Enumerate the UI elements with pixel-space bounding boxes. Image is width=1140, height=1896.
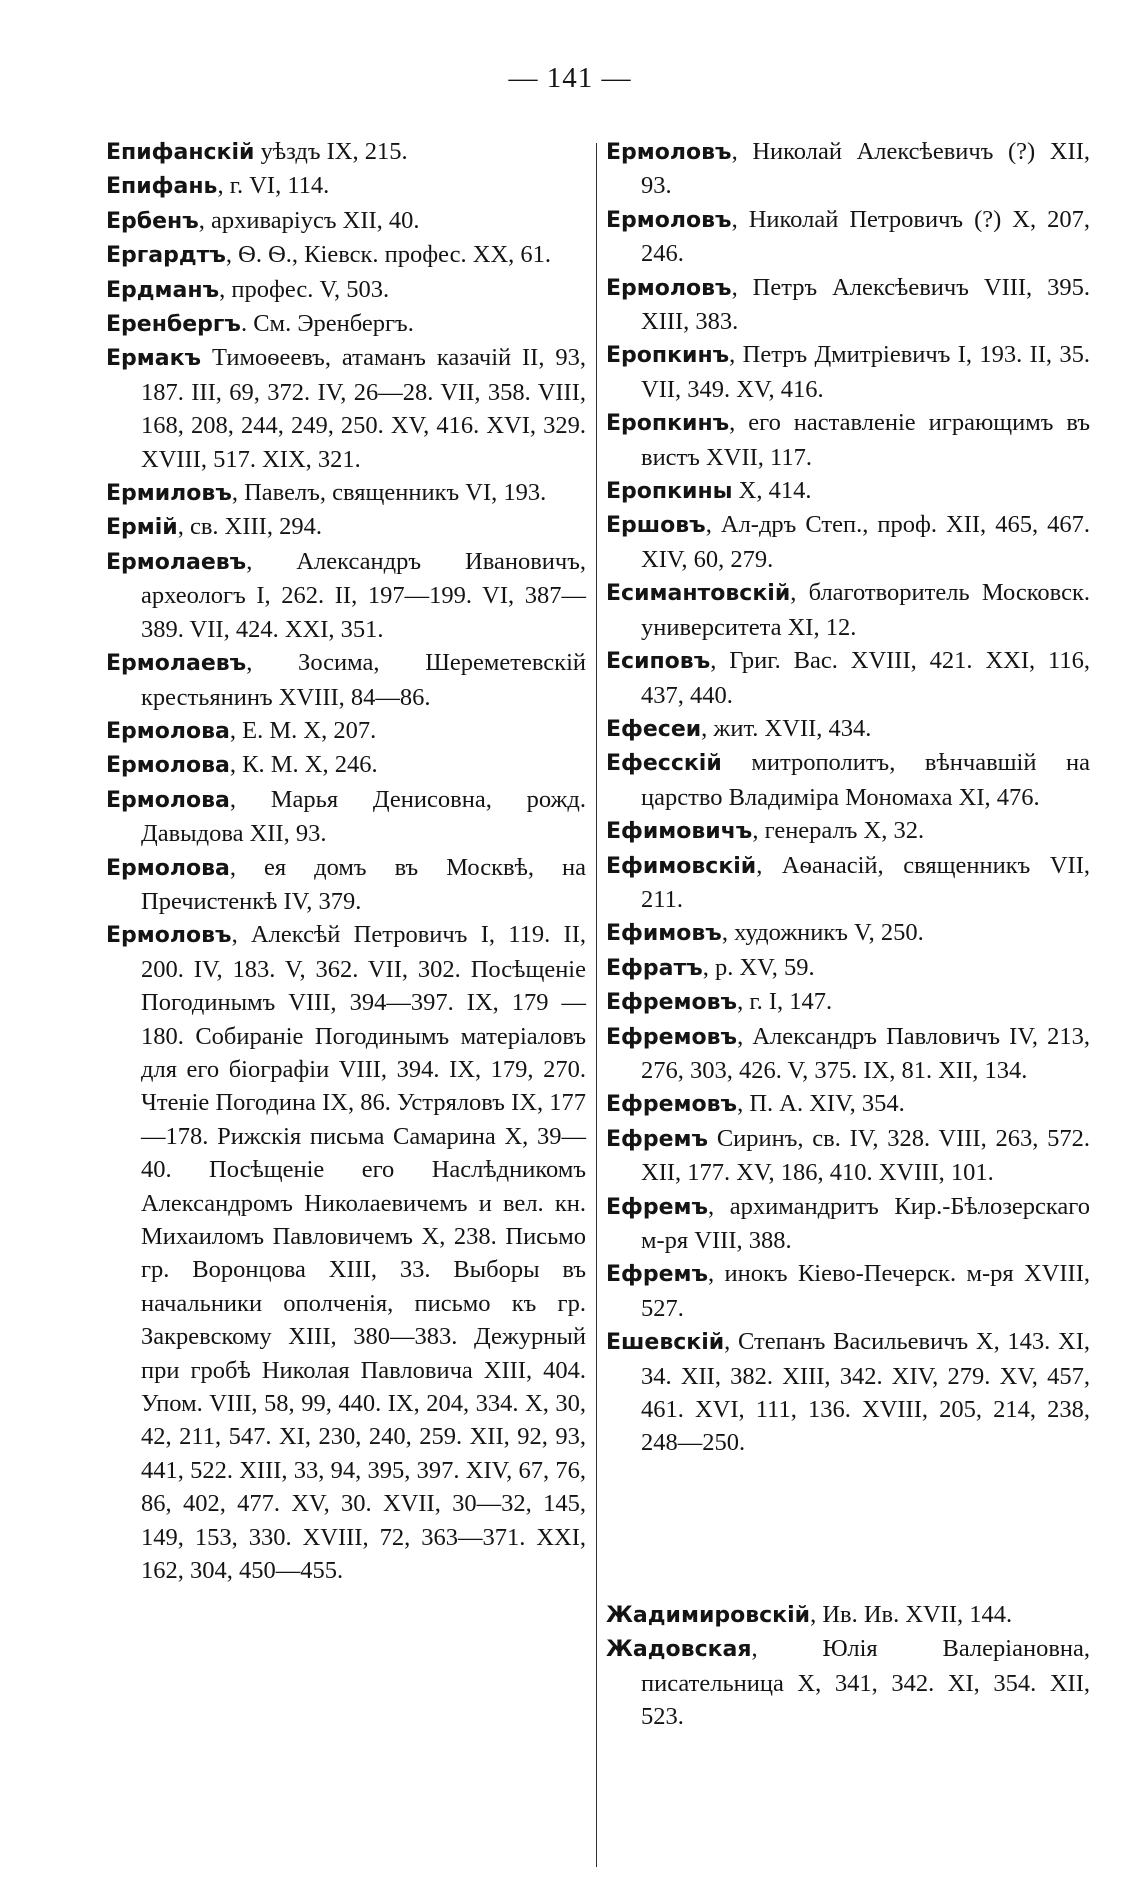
- section-gap: [606, 1460, 1090, 1598]
- entry-references: , инокъ Кіево-Печерск. м-ря XVIII, 527.: [641, 1260, 1090, 1322]
- entry-headword: Ефимовскій: [606, 853, 757, 879]
- index-entry: [106, 476, 586, 510]
- entry-headword: Ефимовичъ: [606, 819, 753, 845]
- index-entry: [606, 135, 1090, 203]
- entry-headword: Ермоловъ: [606, 140, 732, 165]
- index-column-right: [606, 135, 1090, 1733]
- entry-references: , Александръ Ивановичъ, археологъ I, 262. II, 197—199. VI, 387—389. VII, 424. XXI, 351.: [141, 547, 586, 643]
- index-entry: [606, 1190, 1090, 1258]
- entry-headword: Ешевскій: [606, 1330, 725, 1356]
- entry-references: , архимандритъ Кир.-Бѣлозерскаго м-ря VIII, 388.: [641, 1192, 1090, 1254]
- entry-headword: Ербенъ: [106, 208, 199, 234]
- index-entry: [106, 918, 586, 1587]
- entry-references: уѣздъ IX, 215.: [254, 138, 408, 165]
- entry-references: , профес. V, 503.: [219, 275, 390, 303]
- index-entry: [106, 545, 586, 646]
- entry-headword: Есимантовскій: [606, 581, 791, 607]
- entry-headword: Есиповъ: [606, 649, 711, 675]
- entry-references: , архиваріусъ XII, 40.: [198, 206, 420, 234]
- section-ye-continued: [606, 135, 1090, 1460]
- entry-references: , Ѳ. Ѳ., Кіевск. профес. XX, 61.: [225, 241, 552, 269]
- entry-references: , Е. М. X, 207.: [229, 716, 377, 744]
- entry-references: , Николай Алексѣевичъ (?) XII, 93.: [641, 138, 1090, 200]
- entry-headword: Еренбергъ: [106, 312, 241, 338]
- entry-references: , Юлія Валеріановна, писательница X, 341, 342. XI, 354. XII, 523.: [641, 1635, 1090, 1731]
- entry-headword: Ефремъ: [606, 1194, 709, 1220]
- index-entry: [606, 985, 1090, 1019]
- entry-headword: Ефесеи: [606, 716, 702, 742]
- entry-headword: Ермоловъ: [606, 275, 732, 301]
- index-entry: [106, 510, 586, 544]
- index-entry: [606, 271, 1090, 339]
- entry-references: , Зосима, Шереметевскій крестьянинъ XVIII, 84—86.: [141, 649, 586, 711]
- entry-references: , Григ. Вас. XVIII, 421. XXI, 116, 437, 440.: [641, 647, 1090, 709]
- entry-headword: Жадовская: [606, 1637, 752, 1663]
- index-entry: [606, 1257, 1090, 1325]
- entry-references: , художникъ V, 250.: [721, 919, 924, 947]
- index-entry: [106, 646, 586, 714]
- index-entry: [106, 341, 586, 476]
- entry-references: , Александръ Павловичъ IV, 213, 276, 303, 426. V, 375. IX, 81. XII, 134.: [641, 1022, 1090, 1084]
- entry-headword: Ефесскій: [606, 751, 722, 777]
- entry-headword: Ермій: [106, 515, 178, 541]
- entry-references: , Павелъ, священникъ VI, 193.: [231, 479, 547, 507]
- index-entry: [606, 474, 1090, 508]
- entry-references: митрополитъ, вѣнчавшій на царство Владиміра Мономаха XI, 476.: [641, 749, 1090, 811]
- index-column-left: [106, 135, 586, 1587]
- entry-references: , г. I, 147.: [737, 988, 833, 1016]
- entry-references: , К. М. X, 246.: [229, 751, 378, 779]
- column-divider: [596, 143, 597, 1867]
- entry-headword: Епифань: [106, 174, 218, 200]
- entry-headword: Ефремовъ: [606, 1092, 738, 1118]
- index-entry: [606, 849, 1090, 917]
- index-entry: [606, 712, 1090, 746]
- entry-references: , благотворитель Московск. университета XI, 12.: [641, 579, 1090, 641]
- entry-headword: Ермолаевъ: [106, 549, 247, 575]
- index-entry: [106, 135, 586, 169]
- index-entry: [606, 576, 1090, 644]
- page-number: — 141 —: [508, 62, 632, 94]
- index-entry: [606, 1325, 1090, 1460]
- entry-headword: Ефимовъ: [606, 921, 722, 947]
- entry-references: , Аѳанасій, священникъ VII, 211.: [641, 851, 1090, 913]
- entry-references: , Петръ Дмитріевичъ I, 193. II, 35. VII, 349. XV, 416.: [641, 341, 1090, 403]
- entry-headword: Ермолова: [106, 718, 230, 744]
- index-entry: [606, 644, 1090, 712]
- index-entry: [106, 238, 586, 272]
- index-entry: [606, 951, 1090, 985]
- entry-references: , Ал-дръ Степ., проф. XII, 465, 467. XIV, 60, 279.: [641, 511, 1090, 573]
- entry-headword: Ефремовъ: [606, 1024, 738, 1050]
- entry-headword: Еропкины: [606, 479, 733, 505]
- entry-headword: Ермолова: [106, 787, 230, 813]
- index-entry: [106, 307, 586, 341]
- entry-references: , р. XV, 59.: [702, 953, 815, 981]
- index-entry: [106, 714, 586, 748]
- entry-headword: Ефремъ: [606, 1262, 709, 1288]
- entry-headword: Ермоловъ: [106, 923, 232, 949]
- entry-references: , жит. XVII, 434.: [701, 714, 872, 742]
- entry-headword: Ермакъ: [106, 346, 202, 372]
- index-entry: [106, 783, 586, 851]
- entry-references: , ея домъ въ Москвѣ, на Пречистенкѣ IV, 379.: [141, 853, 586, 915]
- entry-headword: Ермиловъ: [106, 481, 232, 507]
- entry-headword: Жадимировскій: [606, 1602, 811, 1628]
- entry-references: , Николай Петровичъ (?) X, 207, 246.: [641, 205, 1090, 268]
- entry-references: , Петръ Алексѣевичъ VIII, 395. XIII, 383.: [641, 273, 1090, 336]
- entry-references: Тимоѳеевъ, атаманъ казачій II, 93, 187. III, 69, 372. IV, 26—28. VII, 358. VIII, 168, 208, 244, 249, 250. XV, 416. XVI, 329. XVIII, 517. XIX, 321.: [141, 344, 586, 473]
- index-entry: [606, 406, 1090, 474]
- index-entry: [106, 204, 586, 238]
- entry-references: Сиринъ, св. IV, 328. VIII, 263, 572. XII, 177. XV, 186, 410. XVIII, 101.: [641, 1124, 1090, 1187]
- index-entry: [606, 1598, 1090, 1632]
- entry-headword: Ермолова: [106, 855, 230, 881]
- entry-headword: Ефратъ: [606, 955, 703, 981]
- entry-references: , св. XIII, 294.: [177, 513, 322, 541]
- entry-references: , Марья Денисовна, рожд. Давыдова XII, 93.: [141, 785, 586, 848]
- index-entry: [606, 1122, 1090, 1190]
- index-entry: [606, 1020, 1090, 1088]
- index-entry: [606, 338, 1090, 406]
- index-entry: [106, 748, 586, 782]
- entry-references: , Ив. Ив. XVII, 144.: [810, 1600, 1013, 1628]
- entry-references: X, 414.: [732, 477, 812, 505]
- index-entry: [106, 169, 586, 203]
- entry-headword: Ершовъ: [606, 513, 706, 539]
- entry-headword: Еропкинъ: [606, 343, 730, 369]
- index-entry: [106, 851, 586, 919]
- index-entry: [606, 916, 1090, 950]
- index-entry: [606, 814, 1090, 848]
- entry-references: , Алексѣй Петровичъ I, 119. II, 200. IV, 183. V, 362. VII, 302. Посѣщеніе Погодинымъ VIII, 394—397. IX, 179 — 180. Собираніе Погодинымъ матеріаловъ для его біографіи VIII, 394. IX, 179, 270. Чтеніе Погодина IX, 86. Устряловъ IX, 177—178. Рижскія письма Самарина X, 39—40. Посѣщеніе его Наслѣдникомъ Александромъ Николаевичемъ и вел. кн. Михаиломъ Павловичемъ X, 238. Письмо гр. Воронцова XIII, 33. Выборы въ начальники ополченія, письмо къ гр. Закревскому XIII, 380—383. Дежурный при гробѣ Николая Павловича XIII, 404. Упом. VIII, 58, 99, 440. IX, 204, 334. X, 30, 42, 211, 547. XI, 230, 240, 259. XII, 92, 93, 441, 522. XIII, 33, 94, 395, 397. XIV, 67, 76, 86, 402, 477. XV, 30. XVII, 30—32, 145, 149, 153, 330. XVIII, 72, 363—371. XXI, 162, 304, 450—455.: [141, 921, 586, 1585]
- entry-references: , П. А. XIV, 354.: [737, 1090, 905, 1118]
- entry-headword: Ермолаевъ: [106, 651, 247, 677]
- index-entry: [606, 1087, 1090, 1121]
- entry-references: , генералъ X, 32.: [752, 817, 925, 845]
- entry-headword: Епифанскій: [106, 140, 255, 165]
- section-zh: [606, 1598, 1090, 1734]
- entry-headword: Еропкинъ: [606, 411, 730, 437]
- index-entry: [606, 1632, 1090, 1733]
- entry-references: , Степанъ Васильевичъ X, 143. XI, 34. XII, 382. XIII, 342. XIV, 279. XV, 457, 461. XVI, 111, 136. XVIII, 205, 214, 238, 248—250.: [641, 1328, 1090, 1457]
- entry-headword: Ефремъ: [606, 1126, 709, 1152]
- entry-headword: Ефремовъ: [606, 990, 738, 1016]
- entry-references: . См. Эренбергъ.: [240, 310, 414, 338]
- index-entry: [106, 273, 586, 307]
- entry-headword: Ердманъ: [106, 277, 220, 303]
- entry-headword: Ермоловъ: [606, 207, 732, 233]
- entry-headword: Ермолова: [106, 753, 230, 779]
- index-entry: [606, 508, 1090, 576]
- index-entry: [606, 203, 1090, 271]
- entry-references: , его наставленіе играющимъ въ вистъ XVII, 117.: [641, 409, 1090, 471]
- entry-references: , г. VI, 114.: [217, 172, 330, 200]
- index-entry: [606, 746, 1090, 814]
- entry-headword: Ергардтъ: [106, 243, 226, 269]
